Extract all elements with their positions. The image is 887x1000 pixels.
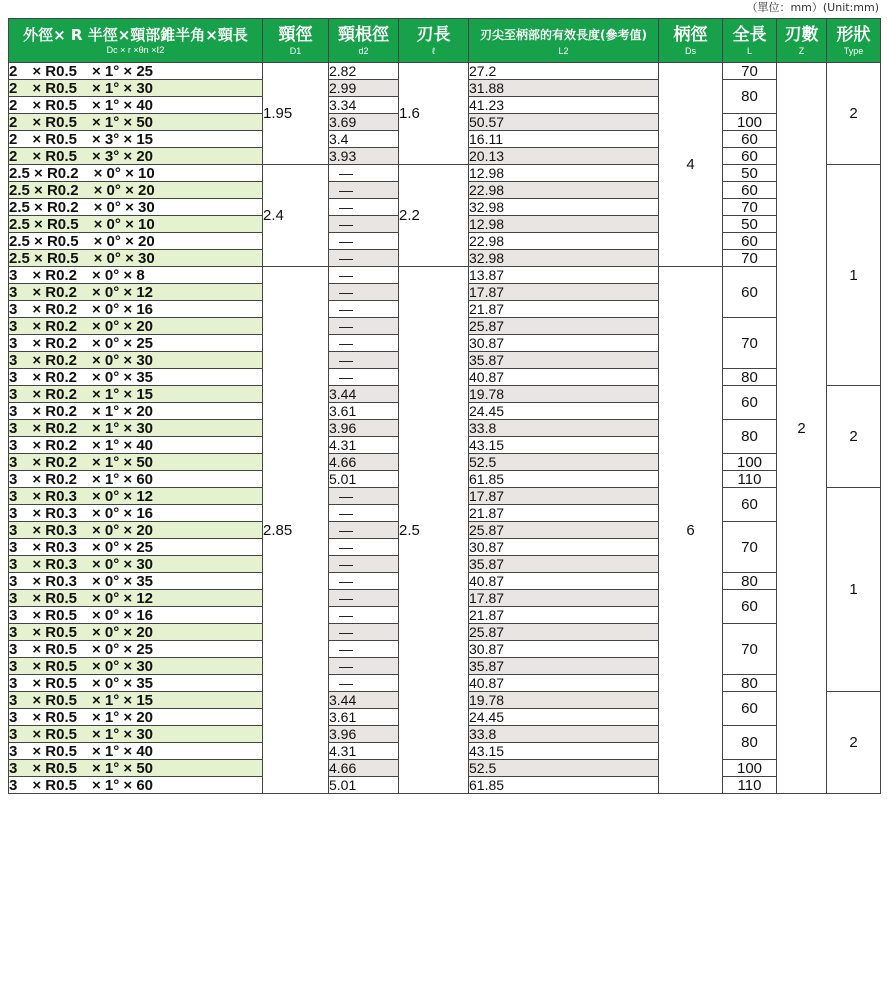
spec-cell: 3 × R0.5 × 1° × 20 [9, 709, 263, 726]
spec-cell: 3 × R0.2 × 0° × 30 [9, 352, 263, 369]
spec-cell: 2 × R0.5 × 1° × 40 [9, 97, 263, 114]
spec-cell: 2.5 × R0.2 × 0° × 10 [9, 165, 263, 182]
spec-cell: 3 × R0.2 × 1° × 30 [9, 420, 263, 437]
spec-cell: 3 × R0.2 × 0° × 8 [9, 267, 263, 284]
neck-diameter-cell: 1.95 [263, 63, 329, 165]
effective-length-cell: 16.11 [469, 131, 659, 148]
effective-length-cell: 43.15 [469, 437, 659, 454]
effective-length-cell: 30.87 [469, 335, 659, 352]
neck-root-diameter-cell: 3.69 [329, 114, 399, 131]
effective-length-cell: 24.45 [469, 709, 659, 726]
header-l2-main: 刃尖至柄部的有效長度(參考值) [480, 27, 647, 42]
spec-cell: 3 × R0.3 × 0° × 20 [9, 522, 263, 539]
table-body [9, 63, 881, 794]
overall-length-cell: 50 [723, 216, 777, 233]
spec-cell: 3 × R0.2 × 1° × 20 [9, 403, 263, 420]
spec-cell: 2.5 × R0.5 × 0° × 20 [9, 233, 263, 250]
neck-root-diameter-cell: — [329, 641, 399, 658]
effective-length-cell: 40.87 [469, 675, 659, 692]
effective-length-cell: 22.98 [469, 182, 659, 199]
overall-length-cell: 100 [723, 454, 777, 471]
spec-table [8, 18, 881, 794]
header-type [827, 19, 881, 63]
effective-length-cell: 35.87 [469, 658, 659, 675]
spec-cell: 2 × R0.5 × 1° × 25 [9, 63, 263, 80]
header-z [777, 19, 827, 63]
header-tl [723, 19, 777, 63]
header-spec-main: 外徑× R 半徑×頸部錐半角×頸長 [23, 25, 248, 44]
effective-length-cell: 43.15 [469, 743, 659, 760]
spec-cell: 3 × R0.5 × 1° × 15 [9, 692, 263, 709]
effective-length-cell: 13.87 [469, 267, 659, 284]
overall-length-cell: 100 [723, 114, 777, 131]
neck-root-diameter-cell: — [329, 301, 399, 318]
spec-cell: 3 × R0.2 × 0° × 25 [9, 335, 263, 352]
overall-length-cell: 60 [723, 488, 777, 522]
overall-length-cell: 60 [723, 182, 777, 199]
spec-cell: 3 × R0.5 × 0° × 30 [9, 658, 263, 675]
overall-length-cell: 60 [723, 267, 777, 318]
effective-length-cell: 41.23 [469, 97, 659, 114]
neck-root-diameter-cell: — [329, 199, 399, 216]
header-tl-sub: L [746, 45, 752, 56]
flute-count-cell: 2 [777, 63, 827, 794]
neck-diameter-cell: 2.85 [263, 267, 329, 794]
overall-length-cell: 60 [723, 233, 777, 250]
spec-cell: 2 × R0.5 × 1° × 30 [9, 80, 263, 97]
overall-length-cell: 70 [723, 63, 777, 80]
effective-length-cell: 30.87 [469, 641, 659, 658]
effective-length-cell: 52.5 [469, 454, 659, 471]
spec-cell: 3 × R0.2 × 0° × 35 [9, 369, 263, 386]
spec-cell: 2 × R0.5 × 3° × 15 [9, 131, 263, 148]
spec-cell: 3 × R0.2 × 0° × 12 [9, 284, 263, 301]
overall-length-cell: 50 [723, 165, 777, 182]
neck-root-diameter-cell: 3.44 [329, 692, 399, 709]
effective-length-cell: 17.87 [469, 590, 659, 607]
overall-length-cell: 80 [723, 675, 777, 692]
overall-length-cell: 70 [723, 522, 777, 573]
flute-length-cell: 2.2 [399, 165, 469, 267]
spec-cell: 3 × R0.2 × 1° × 50 [9, 454, 263, 471]
neck-root-diameter-cell: 3.61 [329, 403, 399, 420]
spec-cell: 2.5 × R0.5 × 0° × 10 [9, 216, 263, 233]
spec-cell: 2.5 × R0.2 × 0° × 30 [9, 199, 263, 216]
overall-length-cell: 80 [723, 369, 777, 386]
overall-length-cell: 100 [723, 760, 777, 777]
neck-root-diameter-cell: — [329, 607, 399, 624]
shank-diameter-cell: 4 [659, 63, 723, 267]
neck-root-diameter-cell: — [329, 318, 399, 335]
neck-root-diameter-cell: — [329, 590, 399, 607]
neck-diameter-cell: 2.4 [263, 165, 329, 267]
effective-length-cell: 61.85 [469, 471, 659, 488]
type-cell: 1 [827, 488, 881, 692]
neck-root-diameter-cell: — [329, 488, 399, 505]
overall-length-cell: 60 [723, 148, 777, 165]
effective-length-cell: 25.87 [469, 318, 659, 335]
header-d1 [263, 19, 329, 63]
effective-length-cell: 32.98 [469, 250, 659, 267]
neck-root-diameter-cell: — [329, 624, 399, 641]
overall-length-cell: 80 [723, 573, 777, 590]
overall-length-cell: 110 [723, 777, 777, 794]
spec-cell: 2.5 × R0.5 × 0° × 30 [9, 250, 263, 267]
neck-root-diameter-cell: — [329, 539, 399, 556]
effective-length-cell: 50.57 [469, 114, 659, 131]
effective-length-cell: 12.98 [469, 165, 659, 182]
table-row [9, 267, 881, 284]
neck-root-diameter-cell: — [329, 573, 399, 590]
neck-root-diameter-cell: — [329, 556, 399, 573]
neck-root-diameter-cell: — [329, 284, 399, 301]
neck-root-diameter-cell: 3.93 [329, 148, 399, 165]
header-d1-sub: D1 [289, 45, 302, 56]
effective-length-cell: 32.98 [469, 199, 659, 216]
header-spec [9, 19, 263, 63]
spec-cell: 3 × R0.5 × 1° × 60 [9, 777, 263, 794]
effective-length-cell: 20.13 [469, 148, 659, 165]
neck-root-diameter-cell: — [329, 233, 399, 250]
neck-root-diameter-cell: — [329, 335, 399, 352]
type-cell: 2 [827, 386, 881, 488]
neck-root-diameter-cell: — [329, 250, 399, 267]
spec-cell: 2.5 × R0.2 × 0° × 20 [9, 182, 263, 199]
effective-length-cell: 35.87 [469, 556, 659, 573]
effective-length-cell: 22.98 [469, 233, 659, 250]
spec-cell: 3 × R0.5 × 0° × 16 [9, 607, 263, 624]
header-d2 [329, 19, 399, 63]
spec-cell: 3 × R0.5 × 0° × 20 [9, 624, 263, 641]
overall-length-cell: 80 [723, 420, 777, 454]
neck-root-diameter-cell: — [329, 505, 399, 522]
header-z-sub: Z [798, 45, 805, 56]
spec-cell: 3 × R0.3 × 0° × 30 [9, 556, 263, 573]
neck-root-diameter-cell: 4.66 [329, 454, 399, 471]
neck-root-diameter-cell: 3.96 [329, 420, 399, 437]
header-spec-sub: Dc × r ×θn ×ℓ2 [106, 44, 165, 55]
table-row [9, 63, 881, 80]
effective-length-cell: 12.98 [469, 216, 659, 233]
neck-root-diameter-cell: — [329, 216, 399, 233]
header-ds [659, 19, 723, 63]
neck-root-diameter-cell: 4.31 [329, 743, 399, 760]
neck-root-diameter-cell: 2.82 [329, 63, 399, 80]
neck-root-diameter-cell: — [329, 267, 399, 284]
effective-length-cell: 52.5 [469, 760, 659, 777]
effective-length-cell: 21.87 [469, 505, 659, 522]
neck-root-diameter-cell: — [329, 675, 399, 692]
header-z-main: 刃數 [784, 24, 819, 45]
overall-length-cell: 60 [723, 590, 777, 624]
spec-cell: 2 × R0.5 × 1° × 50 [9, 114, 263, 131]
overall-length-cell: 70 [723, 624, 777, 675]
effective-length-cell: 30.87 [469, 539, 659, 556]
spec-cell: 3 × R0.3 × 0° × 25 [9, 539, 263, 556]
shank-diameter-cell: 6 [659, 267, 723, 794]
overall-length-cell: 110 [723, 471, 777, 488]
type-cell: 2 [827, 63, 881, 165]
spec-cell: 3 × R0.5 × 0° × 12 [9, 590, 263, 607]
effective-length-cell: 19.78 [469, 692, 659, 709]
overall-length-cell: 70 [723, 318, 777, 369]
overall-length-cell: 60 [723, 131, 777, 148]
neck-root-diameter-cell: 4.31 [329, 437, 399, 454]
neck-root-diameter-cell: 3.4 [329, 131, 399, 148]
header-l2 [469, 19, 659, 63]
flute-length-cell: 1.6 [399, 63, 469, 165]
overall-length-cell: 80 [723, 726, 777, 760]
header-type-main: 形狀 [836, 24, 871, 45]
neck-root-diameter-cell: 4.66 [329, 760, 399, 777]
header-d2-sub: d2 [358, 45, 369, 56]
overall-length-cell: 60 [723, 692, 777, 726]
effective-length-cell: 25.87 [469, 522, 659, 539]
effective-length-cell: 17.87 [469, 284, 659, 301]
spec-cell: 3 × R0.2 × 1° × 15 [9, 386, 263, 403]
spec-cell: 2 × R0.5 × 3° × 20 [9, 148, 263, 165]
effective-length-cell: 40.87 [469, 369, 659, 386]
effective-length-cell: 35.87 [469, 352, 659, 369]
neck-root-diameter-cell: 5.01 [329, 777, 399, 794]
header-tl-main: 全長 [732, 24, 767, 45]
header-type-sub: Type [843, 45, 864, 56]
neck-root-diameter-cell: — [329, 369, 399, 386]
spec-cell: 3 × R0.3 × 0° × 16 [9, 505, 263, 522]
header-l [399, 19, 469, 63]
neck-root-diameter-cell: 3.61 [329, 709, 399, 726]
overall-length-cell: 60 [723, 386, 777, 420]
neck-root-diameter-cell: 2.99 [329, 80, 399, 97]
effective-length-cell: 27.2 [469, 63, 659, 80]
neck-root-diameter-cell: 3.96 [329, 726, 399, 743]
overall-length-cell: 80 [723, 80, 777, 114]
header-d1-main: 頸徑 [278, 24, 313, 45]
header-l-sub: ℓ [432, 45, 435, 56]
spec-cell: 3 × R0.5 × 1° × 50 [9, 760, 263, 777]
neck-root-diameter-cell: 3.34 [329, 97, 399, 114]
type-cell: 1 [827, 165, 881, 386]
spec-cell: 3 × R0.5 × 0° × 25 [9, 641, 263, 658]
effective-length-cell: 33.8 [469, 420, 659, 437]
spec-cell: 3 × R0.2 × 1° × 40 [9, 437, 263, 454]
neck-root-diameter-cell: — [329, 165, 399, 182]
spec-cell: 3 × R0.3 × 0° × 35 [9, 573, 263, 590]
overall-length-cell: 70 [723, 250, 777, 267]
effective-length-cell: 19.78 [469, 386, 659, 403]
flute-length-cell: 2.5 [399, 267, 469, 794]
neck-root-diameter-cell: — [329, 352, 399, 369]
spec-cell: 3 × R0.2 × 1° × 60 [9, 471, 263, 488]
effective-length-cell: 25.87 [469, 624, 659, 641]
effective-length-cell: 17.87 [469, 488, 659, 505]
neck-root-diameter-cell: — [329, 658, 399, 675]
header-d2-main: 頸根徑 [338, 24, 389, 45]
effective-length-cell: 61.85 [469, 777, 659, 794]
spec-cell: 3 × R0.2 × 0° × 16 [9, 301, 263, 318]
effective-length-cell: 31.88 [469, 80, 659, 97]
header-ds-sub: Ds [685, 45, 696, 56]
spec-cell: 3 × R0.2 × 0° × 20 [9, 318, 263, 335]
spec-cell: 3 × R0.5 × 1° × 30 [9, 726, 263, 743]
unit-note: （單位：mm）(Unit:mm) [746, 1, 879, 14]
effective-length-cell: 24.45 [469, 403, 659, 420]
type-cell: 2 [827, 692, 881, 794]
neck-root-diameter-cell: 3.44 [329, 386, 399, 403]
spec-cell: 3 × R0.5 × 0° × 35 [9, 675, 263, 692]
overall-length-cell: 70 [723, 199, 777, 216]
effective-length-cell: 21.87 [469, 301, 659, 318]
header-row [9, 19, 881, 63]
neck-root-diameter-cell: — [329, 182, 399, 199]
effective-length-cell: 33.8 [469, 726, 659, 743]
table-row [9, 165, 881, 182]
neck-root-diameter-cell: — [329, 522, 399, 539]
spec-cell: 3 × R0.5 × 1° × 40 [9, 743, 263, 760]
effective-length-cell: 21.87 [469, 607, 659, 624]
header-l-main: 刃長 [416, 24, 451, 45]
header-ds-main: 柄徑 [673, 24, 708, 45]
effective-length-cell: 40.87 [469, 573, 659, 590]
neck-root-diameter-cell: 5.01 [329, 471, 399, 488]
spec-cell: 3 × R0.3 × 0° × 12 [9, 488, 263, 505]
header-l2-sub: L2 [558, 45, 569, 56]
